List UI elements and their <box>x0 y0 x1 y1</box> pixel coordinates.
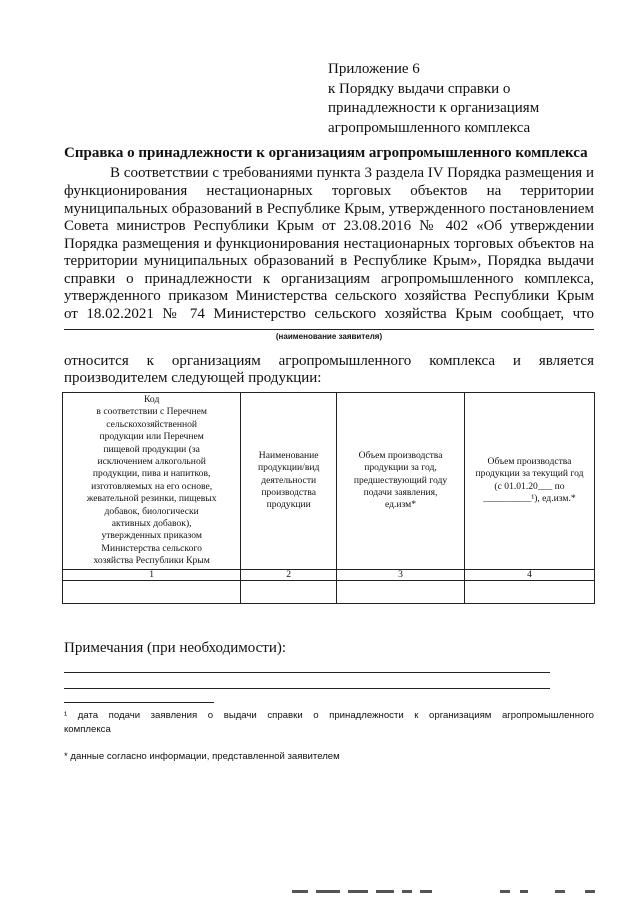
column-number: 3 <box>337 569 465 580</box>
applicant-caption: (наименование заявителя) <box>275 332 383 341</box>
scan-artifact <box>555 890 565 893</box>
scan-artifact <box>376 890 394 893</box>
footnote-divider <box>64 702 214 703</box>
footnote-text: ¹ дата подачи заявления о выдачи справки о принадлежности к организациям агропромышленного <box>64 710 594 721</box>
appendix-line: агропромышленного комплекса <box>328 119 531 136</box>
paragraph-line: утвержденного приказом Министерства сельского хозяйства Республики Крым <box>64 288 594 304</box>
scan-artifact <box>420 890 432 893</box>
appendix-line: к Порядку выдачи справки о <box>328 80 511 97</box>
paragraph-line: территории муниципальных образований в Республике Крым», Порядка выдачи <box>64 253 594 269</box>
header-cell-volume-prev-year <box>337 393 465 570</box>
notes-label: Примечания (при необходимости): <box>64 640 287 656</box>
scan-artifact <box>402 890 412 893</box>
footnote-data-source: * данные согласно информации, представленной заявителем <box>64 751 340 762</box>
products-table <box>62 392 595 604</box>
table-cell[interactable] <box>337 580 465 603</box>
scan-artifact <box>500 890 510 893</box>
appendix-header <box>328 60 588 138</box>
paragraph-line: В соответствии с требованиями пункта 3 раздела IV Порядка размещения и <box>110 165 594 181</box>
appendix-line: Приложение 6 <box>328 61 420 77</box>
paragraph-line: Порядка размещения и функционирования нестационарных торговых объектов на <box>64 236 594 252</box>
header-cell-volume-current-year <box>465 393 595 570</box>
table-cell[interactable] <box>241 580 337 603</box>
notes-line[interactable] <box>64 688 550 689</box>
after-line: относится к организациям агропромышленного комплекса и является <box>64 353 594 369</box>
document-title: Справка о принадлежности к организациям агропромышленного комплекса <box>64 145 588 161</box>
notes-line[interactable] <box>64 672 550 673</box>
footnote-date <box>64 709 594 737</box>
table-cell[interactable] <box>63 580 241 603</box>
table-cell[interactable] <box>465 580 595 603</box>
column-number-row <box>63 569 595 580</box>
footnote-text: комплекса <box>64 724 111 735</box>
scan-artifact <box>292 890 308 893</box>
scan-artifact <box>585 890 595 893</box>
header-cell-name <box>241 393 337 570</box>
paragraph-line: функционирования нестационарных торговых объектов на территории <box>64 183 594 199</box>
after-line: производителем следующей продукции: <box>64 370 322 386</box>
column-number: 4 <box>465 569 595 580</box>
header-text: Объем производства продукции за текущий год (с 01.01.20___ по __________¹), ед.изм.* <box>475 456 584 505</box>
scan-artifact <box>348 890 368 893</box>
scan-artifact <box>316 890 340 893</box>
scan-artifact <box>520 890 528 893</box>
header-cell-code <box>63 393 241 570</box>
header-text: Наименование продукции/вид деятельности производства продукции <box>257 449 320 511</box>
paragraph-line: муниципальных образований в Республике Крым, утвержденного постановлением <box>64 201 594 217</box>
table-row <box>63 580 595 603</box>
column-number: 1 <box>63 569 241 580</box>
paragraph-line: справки о принадлежности к организациям агропромышленного комплекса, <box>64 271 594 287</box>
paragraph-line: от 18.02.2021 № 74 Министерство сельского хозяйства Крым сообщает, что <box>64 306 594 322</box>
column-number: 2 <box>241 569 337 580</box>
table-header-row <box>63 393 595 570</box>
appendix-line: принадлежности к организациям <box>328 100 540 116</box>
paragraph-line: Совета министров Республики Крым от 23.08.2016 № 402 «Об утверждении <box>64 218 594 234</box>
applicant-name-line[interactable] <box>64 329 594 330</box>
header-text: Код в соответствии с Перечнем сельскохозяйственной продукции или Перечнем пищевой продукции (за исключением алкогольной продукции, пива и напитков, изготовляемых на его основе, жевательной резинки, пищевых добавок, биологически активных добавок), утвержденных приказом Министерства сельского хозяйства Республики Крым <box>86 394 217 567</box>
header-text: Объем производства продукции за год, предшествующий году подачи заявления, ед.изм* <box>353 449 448 511</box>
